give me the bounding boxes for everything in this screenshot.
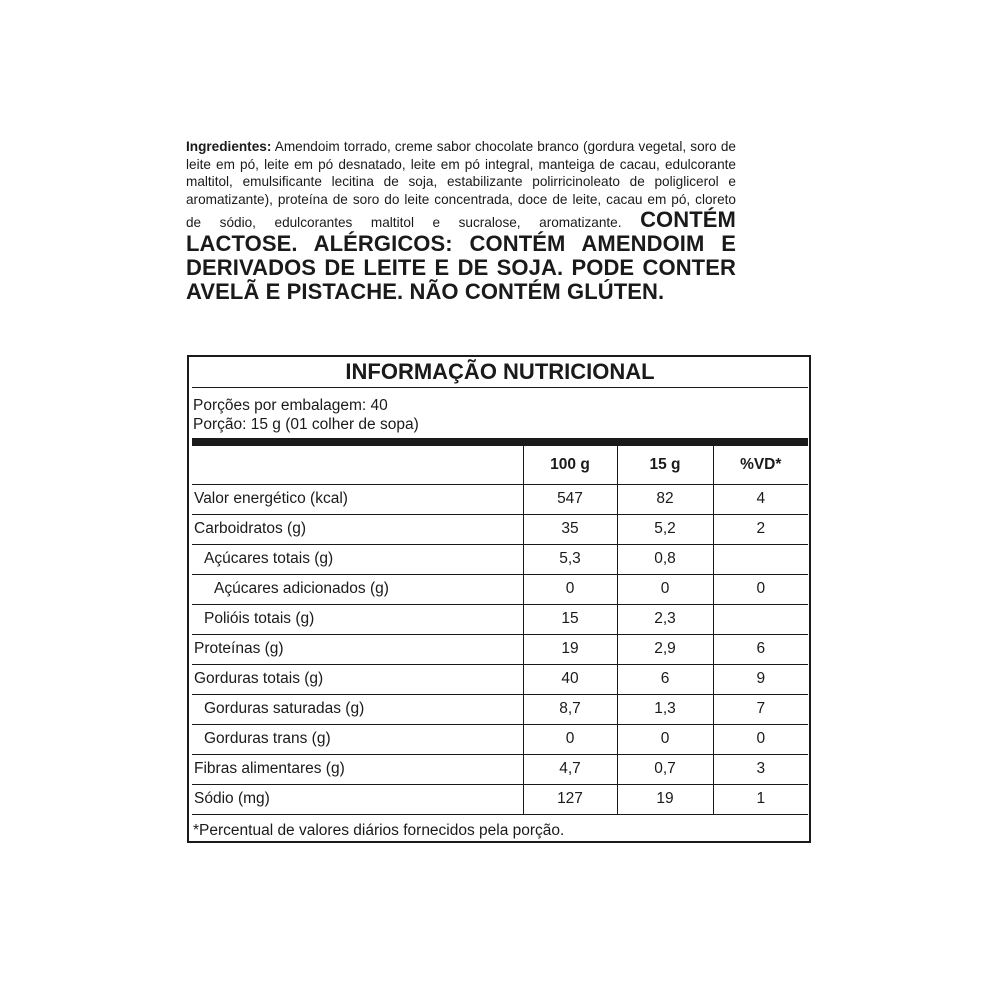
table-row — [192, 604, 808, 634]
value-vd: 3 — [713, 754, 808, 784]
table-row — [192, 754, 808, 784]
value-vd: 7 — [713, 694, 808, 724]
value-vd: 1 — [713, 784, 808, 814]
serving-info — [193, 396, 419, 434]
table-row — [192, 574, 808, 604]
value-vd: 9 — [713, 664, 808, 694]
value-15g: 19 — [617, 784, 713, 814]
column-header-vd: %VD* — [713, 446, 808, 484]
nutrient-label: Fibras alimentares (g) — [192, 754, 523, 784]
footnote: *Percentual de valores diários fornecidos pela porção. — [193, 822, 565, 839]
nutrient-label: Açúcares totais (g) — [192, 544, 523, 574]
column-header-100g: 100 g — [523, 446, 617, 484]
value-100g: 19 — [523, 634, 617, 664]
table-row — [192, 694, 808, 724]
ingredients-paragraph — [186, 138, 736, 304]
value-100g: 15 — [523, 604, 617, 634]
ingredients-list: Amendoim torrado, creme sabor chocolate branco (gordura vegetal, soro de leite em pó, leite em pó desnatado, leite em pó integral, manteiga de cacau, edulcorante maltitol, emulsificante lecitina de soja, estabilizante polirricinoleato de poliglicerol e aromatizante), proteína de soro do leite concentrada, doce de leite, cacau em pó, cloreto de sódio, edulcorantes maltitol e sucralose, aromatizante. — [186, 139, 736, 231]
value-100g: 35 — [523, 514, 617, 544]
nutrient-label: Sódio (mg) — [192, 784, 523, 814]
value-15g: 0 — [617, 724, 713, 754]
thick-divider — [192, 438, 808, 446]
value-100g: 40 — [523, 664, 617, 694]
value-100g: 0 — [523, 574, 617, 604]
nutrition-table — [192, 446, 808, 815]
table-row — [192, 544, 808, 574]
allergen-warning: CONTÉM LACTOSE. ALÉRGICOS: CONTÉM AMENDOIM E DERIVADOS DE LEITE E DE SOJA. PODE CONTER AVELÃ E PISTACHE. NÃO CONTÉM GLÚTEN. — [186, 207, 736, 305]
nutrition-title: INFORMAÇÃO NUTRICIONAL — [192, 357, 808, 388]
value-vd: 0 — [713, 724, 808, 754]
nutrient-label: Carboidratos (g) — [192, 514, 523, 544]
nutrient-label: Gorduras trans (g) — [192, 724, 523, 754]
column-header-nutrient — [192, 446, 523, 484]
value-15g: 0 — [617, 574, 713, 604]
table-row — [192, 724, 808, 754]
value-100g: 127 — [523, 784, 617, 814]
value-15g: 1,3 — [617, 694, 713, 724]
value-100g: 547 — [523, 484, 617, 514]
nutrition-facts-panel — [187, 355, 811, 843]
nutrient-label: Proteínas (g) — [192, 634, 523, 664]
table-row — [192, 664, 808, 694]
value-100g: 0 — [523, 724, 617, 754]
value-15g: 2,3 — [617, 604, 713, 634]
column-header-15g: 15 g — [617, 446, 713, 484]
value-15g: 6 — [617, 664, 713, 694]
serving-size: Porção: 15 g (01 colher de sopa) — [193, 416, 419, 433]
servings-per-package: Porções por embalagem: 40 — [193, 397, 388, 414]
value-vd — [713, 604, 808, 634]
value-15g: 0,8 — [617, 544, 713, 574]
value-100g: 8,7 — [523, 694, 617, 724]
ingredients-label: Ingredientes: — [186, 139, 272, 154]
value-15g: 2,9 — [617, 634, 713, 664]
table-row — [192, 634, 808, 664]
table-row — [192, 514, 808, 544]
value-vd: 6 — [713, 634, 808, 664]
table-row — [192, 484, 808, 514]
value-vd — [713, 544, 808, 574]
value-vd: 0 — [713, 574, 808, 604]
value-vd: 2 — [713, 514, 808, 544]
value-15g: 5,2 — [617, 514, 713, 544]
value-100g: 5,3 — [523, 544, 617, 574]
table-header-row — [192, 446, 808, 484]
ingredients-block — [186, 138, 736, 304]
nutrient-label: Gorduras totais (g) — [192, 664, 523, 694]
nutrient-label: Gorduras saturadas (g) — [192, 694, 523, 724]
value-15g: 82 — [617, 484, 713, 514]
value-15g: 0,7 — [617, 754, 713, 784]
nutrient-label: Açúcares adicionados (g) — [192, 574, 523, 604]
nutrient-label: Valor energético (kcal) — [192, 484, 523, 514]
value-100g: 4,7 — [523, 754, 617, 784]
value-vd: 4 — [713, 484, 808, 514]
table-row — [192, 784, 808, 814]
nutrient-label: Polióis totais (g) — [192, 604, 523, 634]
